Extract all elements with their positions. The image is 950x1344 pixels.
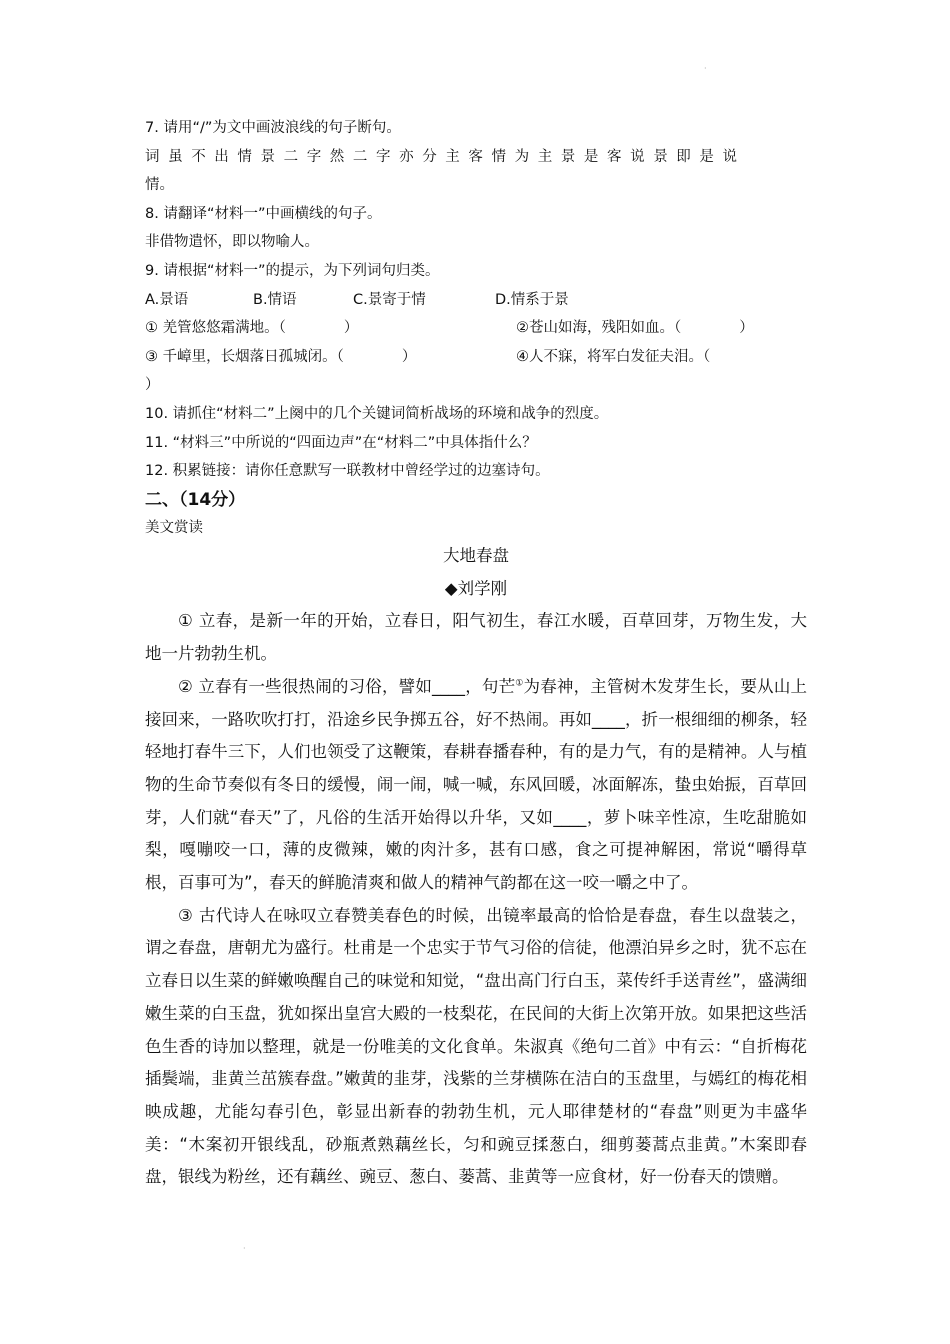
q12-prompt: 12. 积累链接：请你任意默写一联教材中曾经学过的边塞诗句。 (145, 463, 550, 480)
essay (145, 540, 807, 1194)
q9-item-4-end: ） (145, 377, 160, 394)
footnote-marker: ① (515, 678, 524, 689)
essay-paragraph-2 (145, 671, 807, 900)
essay-title: 大地春盘 (443, 546, 509, 565)
section2-heading: 二、（14分） (145, 489, 246, 510)
q9-prompt: 9. 请根据“材料一”的提示，为下列词句归类。 (145, 262, 440, 279)
q9-option-b: B.情语 (253, 291, 297, 308)
essay-author: ◆刘学刚 (444, 578, 508, 598)
q9-option-c: C.景寄于情 (353, 291, 426, 308)
q11-prompt: 11. “材料三”中所说的“四面边声”在“材料二”中具体指什么？ (145, 434, 537, 451)
q9-options (145, 286, 805, 315)
q9-item-3: ③ 千嶂里，长烟落日孤城闭。（ ） (145, 348, 417, 365)
questions-section (145, 114, 805, 543)
page-mark-top: · (704, 64, 707, 73)
essay-p2-part1: ② 立春有一些很热闹的习俗，譬如____，句芒 (178, 676, 516, 696)
q7-text-line2: 情。 (145, 177, 174, 194)
essay-paragraph-1: ① 立春，是新一年的开始，立春日，阳气初生，春江水暖，百草回芽，万物生发，大地一片勃勃生机。 (145, 611, 807, 664)
q9-item-4: ④人不寐，将军白发征夫泪。（ (516, 348, 711, 365)
q9-option-d: D.情系于景 (495, 291, 569, 308)
q7-text-line1: 词虽不出情景二字然二字亦分主客情为主景是客说景即是说 (145, 148, 746, 165)
q7-prompt: 7. 请用“/”为文中画波浪线的句子断句。 (145, 120, 401, 136)
section2-subheading: 美文赏读 (145, 520, 203, 537)
q8-prompt: 8. 请翻译“材料一”中画横线的句子。 (145, 205, 382, 222)
essay-paragraph-3: ③ 古代诗人在咏叹立春赞美春色的时候，出镜率最高的恰恰是春盘，春生以盘装之，谓之春盘，唐朝尤为盛行。杜甫是一个忠实于节气习俗的信徒，他漂泊异乡之时，犹不忘在立春日以生菜的鲜嫩唤醒自己的味觉和知觉，“盘出高门行白玉，菜传纤手送青丝”，盛满细嫩生菜的白玉盘，犹如探出皇宫大殿的一枝梨花，在民间的大街上次第开放。如果把这些活色生香的诗加以整理，就是一份唯美的文化食单。朱淑真《绝句二首》中有云：“自折梅花插鬓端，韭黄兰茁簇春盘。”嫩黄的韭芽，浅紫的兰芽横陈在洁白的玉盘里，与嫣红的梅花相映成趣，尤能勾春引色，彰显出新春的勃勃生机，元人耶律楚材的“春盘”则更为丰盛华美：“木案初开银线乱，砂瓶煮熟藕丝长，匀和豌豆揉葱白，细剪蒌蒿点韭黄。”木案即春盘，银线为粉丝，还有藕丝、豌豆、葱白、蒌蒿、韭黄等一应食材，好一份春天的馈赠。 (145, 905, 807, 1187)
q10-prompt: 10. 请抓住“材料二”上阕中的几个关键词简析战场的环境和战争的烈度。 (145, 405, 609, 422)
q8-text: 非借物遣怀，即以物喻人。 (145, 234, 319, 251)
q9-option-a: A.景语 (145, 291, 189, 308)
q9-item-1: ① 羌管悠悠霜满地。（ ） (145, 320, 359, 337)
page-mark-bottom: · (243, 1244, 246, 1253)
q9-items-row1 (145, 314, 805, 343)
q9-item-2: ②苍山如海，残阳如血。（ ） (516, 320, 754, 337)
essay-p2-part2: 为春神，主管树木发芽生长，要从山上接回来，一路吹吹打打，沿途乡民争掷五谷，好不热闹。再如____，折一根细细的柳条，轻轻地打春牛三下，人们也领受了这鞭策，春耕春播春种，有的是力气，有的是精神。人与植物的生命节奏似有冬日的缓慢，闹一闹，喊一喊，东风回暖，冰面解冻，蛰虫始振，百草回芽，人们就“春天”了，凡俗的生活开始得以升华，又如____，萝卜味辛性凉，生吃甜脆如梨，嘎嘣咬一口，薄的皮微辣，嫩的肉汁多，甚有口感，食之可提神解困，常说“嚼得草根，百事可为”，春天的鲜脆清爽和做人的精神气韵都在这一咬一嚼之中了。 (145, 676, 808, 893)
q9-items-row2 (145, 343, 805, 372)
